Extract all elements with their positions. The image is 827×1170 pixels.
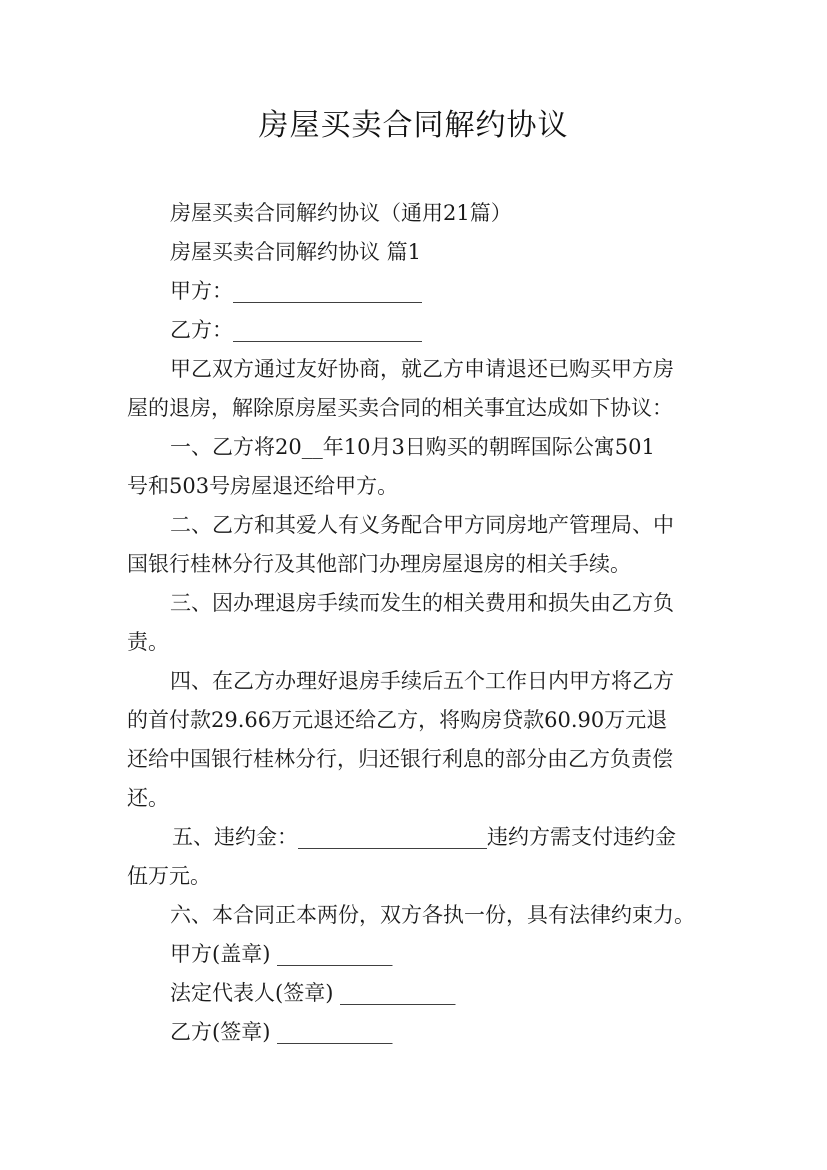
clause-1-line: 号和503号房屋退还给甲方。 xyxy=(127,474,399,498)
party-a-line: 甲方：__________________ xyxy=(170,279,422,303)
section-heading: 房屋买卖合同解约协议 篇1 xyxy=(170,240,422,264)
document-title: 房屋买卖合同解约协议 xyxy=(258,108,569,143)
clause-5-line: 五、违约金：__________________违约方需支付违约金 xyxy=(172,825,676,849)
clause-1-line: 一、乙方将20__年10月3日购买的朝晖国际公寓501 xyxy=(170,435,655,459)
signature-party-a: 甲方(盖章) ___________ xyxy=(170,942,393,966)
clause-4-line: 还给中国银行桂林分行，归还银行利息的部分由乙方负责偿 xyxy=(127,747,673,771)
intro-paragraph-line: 甲乙双方通过友好协商，就乙方申请退还已购买甲方房 xyxy=(170,357,674,381)
clause-3-line: 责。 xyxy=(127,630,169,654)
signature-legal-representative: 法定代表人(签章) ___________ xyxy=(170,981,456,1005)
intro-paragraph-line: 屋的退房，解除原房屋买卖合同的相关事宜达成如下协议： xyxy=(127,396,673,420)
clause-4-line: 四、在乙方办理好退房手续后五个工作日内甲方将乙方 xyxy=(170,669,674,693)
clause-4-line: 还。 xyxy=(127,786,169,810)
clause-5-line: 伍万元。 xyxy=(127,864,211,888)
clause-3-line: 三、因办理退房手续而发生的相关费用和损失由乙方负 xyxy=(170,591,674,615)
party-b-line: 乙方：__________________ xyxy=(170,318,422,342)
clause-6-line: 六、本合同正本两份，双方各执一份，具有法律约束力。 xyxy=(170,903,695,927)
clause-4-line: 的首付款29.66万元退还给乙方，将购房贷款60.90万元退 xyxy=(127,708,668,732)
clause-2-line: 国银行桂林分行及其他部门办理房屋退房的相关手续。 xyxy=(127,552,631,576)
clause-2-line: 二、乙方和其爱人有义务配合甲方同房地产管理局、中 xyxy=(170,513,674,537)
subtitle-line: 房屋买卖合同解约协议（通用21篇） xyxy=(170,201,512,225)
signature-party-b: 乙方(签章) ___________ xyxy=(170,1020,393,1044)
